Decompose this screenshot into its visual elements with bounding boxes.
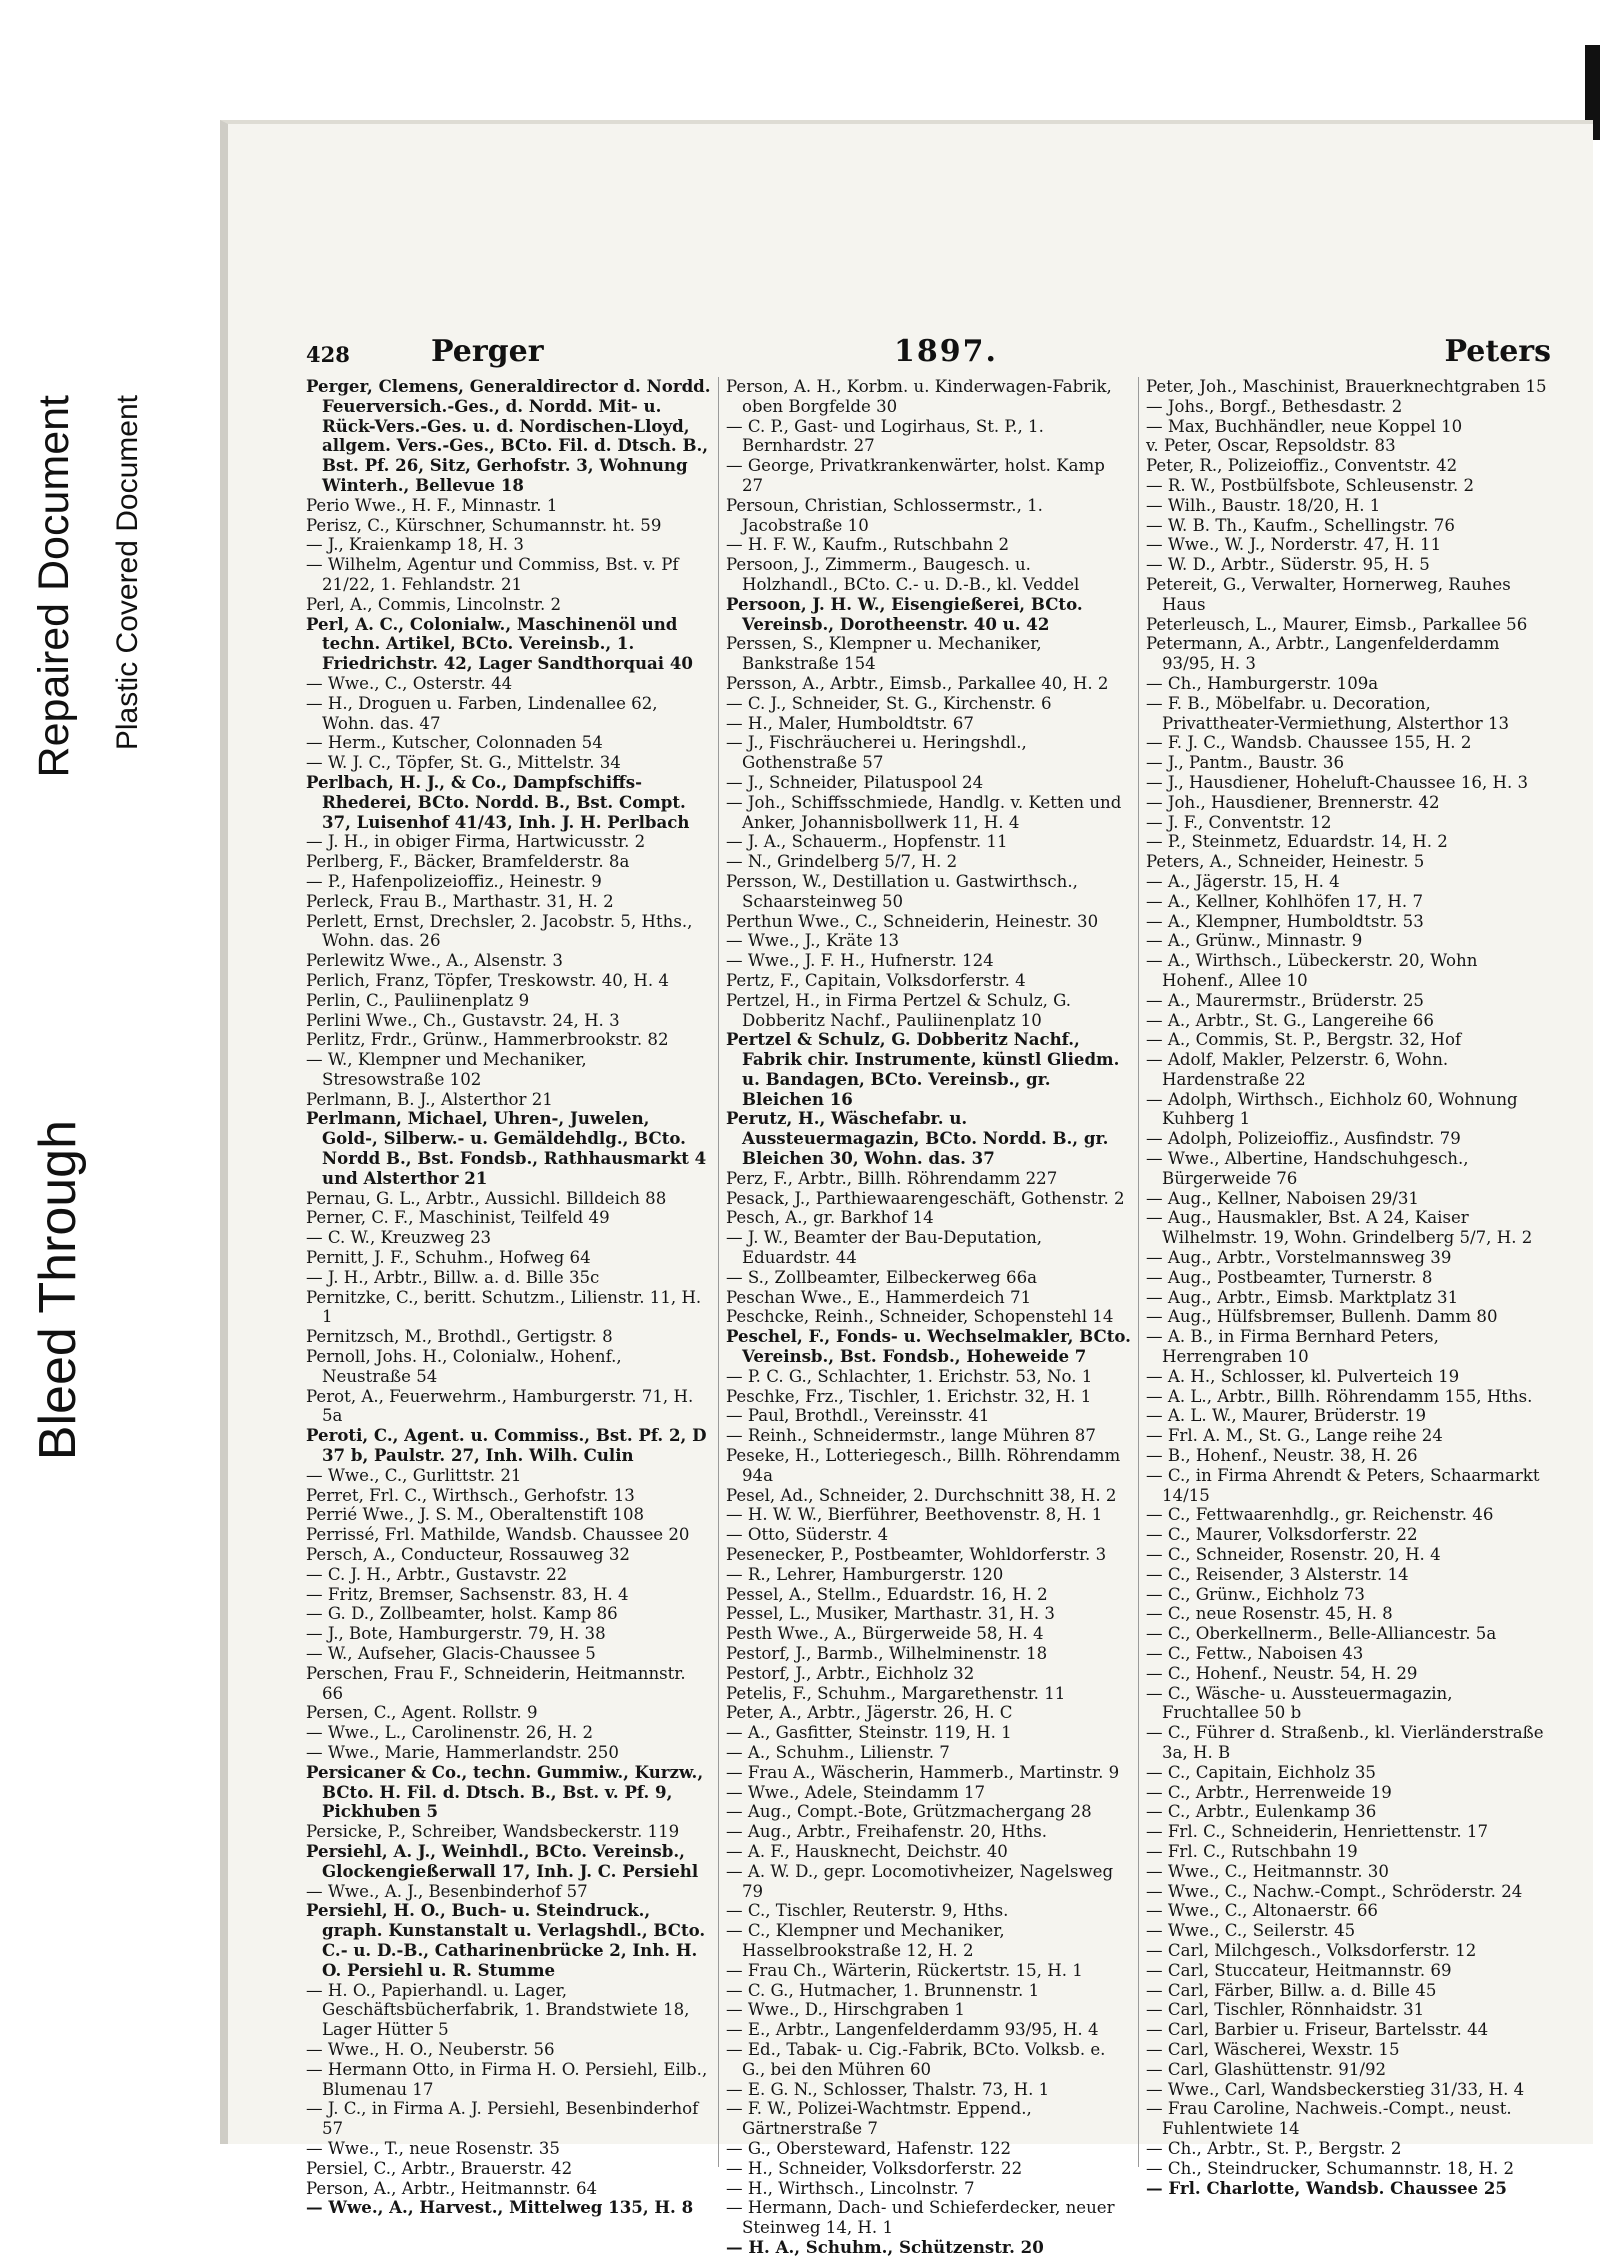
directory-entry: — C., Wäsche- u. Aussteuermagazin, Fruchtallee 50 b bbox=[1146, 1683, 1453, 1723]
column-divider bbox=[1138, 377, 1139, 2167]
directory-entry: — H., Maler, Humboldtstr. 67 bbox=[726, 713, 974, 733]
directory-entry: Perret, Frl. C., Wirthsch., Gerhofstr. 13 bbox=[306, 1485, 635, 1505]
directory-entry: — A., Klempner, Humboldtstr. 53 bbox=[1146, 911, 1424, 931]
directory-entry: Perlmann, B. J., Alsterthor 21 bbox=[306, 1089, 553, 1109]
directory-entry: — Carl, Färber, Billw. a. d. Bille 45 bbox=[1146, 1980, 1437, 2000]
directory-entry: — N., Grindelberg 5/7, H. 2 bbox=[726, 852, 958, 872]
directory-entry: — Wwe., W. J., Norderstr. 47, H. 11 bbox=[1146, 535, 1442, 555]
directory-entry: Perlmann, Michael, Uhren-, Juwelen, Gold-, Silberw.- u. Gemäldehdlg., BCto. Nordd B., Bst. Fondsb., Rathhausmarkt 4 und Alsterthor 21 bbox=[306, 1108, 707, 1188]
directory-entry: v. Peter, Oscar, Repsoldstr. 83 bbox=[1146, 436, 1396, 456]
directory-entry: Perger, Clemens, Generaldirector d. Nordd. Feuerversich.-Ges., d. Nordd. Mit- u. Rück-Vers.-Ges. u. d. Nordischen-Lloyd, allgem. Vers.-Ges., BCto. Fil. d. Dtsch. B., Bst. Pf. 26, Sitz, Gerhofstr. 3, Wohnung Winterh., Bellevue 18 bbox=[306, 376, 711, 495]
directory-entry: — Wwe., C., Altonaerstr. 66 bbox=[1146, 1901, 1378, 1921]
directory-entry: — George, Privatkrankenwärter, holst. Kamp 27 bbox=[726, 456, 1105, 495]
directory-entry: — Carl, Stuccateur, Heitmannstr. 69 bbox=[1146, 1960, 1452, 1980]
directory-entry: — Wwe., C., Heitmannstr. 30 bbox=[1146, 1861, 1389, 1881]
directory-entry: — Wwe., A., Harvest., Mittelweg 135, H. 8 bbox=[306, 2197, 694, 2218]
column-3 bbox=[1146, 377, 1551, 2198]
directory-entry: — J., Hausdiener, Hoheluft-Chaussee 16, H. 3 bbox=[1146, 772, 1529, 792]
directory-entry: Pertz, F., Capitain, Volksdorferstr. 4 bbox=[726, 970, 1026, 990]
directory-entry: Perner, C. F., Maschinist, Teilfeld 49 bbox=[306, 1208, 610, 1228]
directory-entry: — C., neue Rosenstr. 45, H. 8 bbox=[1146, 1604, 1393, 1624]
directory-entry: — H., Wirthsch., Lincolnstr. 7 bbox=[726, 2178, 975, 2198]
directory-entry: — J., Bote, Hamburgerstr. 79, H. 38 bbox=[306, 1624, 606, 1644]
directory-entry: Pesack, J., Parthiewaarengeschäft, Gothenstr. 2 bbox=[726, 1188, 1125, 1208]
directory-entry: — C., Hohenf., Neustr. 54, H. 29 bbox=[1146, 1663, 1418, 1683]
directory-entry: — Wwe., C., Seilerstr. 45 bbox=[1146, 1921, 1356, 1941]
year-heading: 1897. bbox=[894, 334, 998, 369]
directory-entry: Pesel, Ad., Schneider, 2. Durchschnitt 38, H. 2 bbox=[726, 1485, 1117, 1505]
directory-entry: — Frl. Charlotte, Wandsb. Chaussee 25 bbox=[1146, 2177, 1507, 2198]
directory-entry: — Wwe., Adele, Steindamm 17 bbox=[726, 1782, 986, 1802]
directory-entry: — Ch., Hamburgerstr. 109a bbox=[1146, 673, 1379, 693]
directory-entry: — Herm., Kutscher, Colonnaden 54 bbox=[306, 733, 603, 753]
directory-entry: — A., Gasfitter, Steinstr. 119, H. 1 bbox=[726, 1723, 1012, 1743]
directory-entry: Pernau, G. L., Arbtr., Aussichl. Billdeich 88 bbox=[306, 1188, 667, 1208]
directory-entry: Perot, A., Feuerwehrm., Hamburgerstr. 71, H. 5a bbox=[306, 1386, 694, 1426]
directory-entry: Perlewitz Wwe., A., Alsenstr. 3 bbox=[306, 951, 563, 971]
directory-entry: Perlitz, Frdr., Grünw., Hammerbrookstr. 82 bbox=[306, 1030, 669, 1050]
directory-entry: — Frl. C., Schneiderin, Henriettenstr. 17 bbox=[1146, 1822, 1489, 1842]
directory-entry: — Wwe., Carl, Wandsbeckerstieg 31/33, H. 4 bbox=[1146, 2079, 1525, 2099]
directory-entry: — C., Oberkellnerm., Belle-Alliancestr. 5a bbox=[1146, 1624, 1497, 1644]
directory-entry: Peter, Joh., Maschinist, Brauerknechtgraben 15 bbox=[1146, 377, 1547, 396]
directory-entry: Perlett, Ernst, Drechsler, 2. Jacobstr. 5, Hths., Wohn. das. 26 bbox=[306, 911, 693, 951]
directory-entry: — Wwe., Albertine, Handschuhgesch., Bürgerweide 76 bbox=[1146, 1149, 1469, 1188]
directory-entry: — E. G. N., Schlosser, Thalstr. 73, H. 1 bbox=[726, 2079, 1050, 2099]
directory-entry: — Frl. A. M., St. G., Lange reihe 24 bbox=[1146, 1426, 1443, 1446]
directory-entry: — A., Schuhm., Lilienstr. 7 bbox=[726, 1742, 950, 1762]
directory-entry: Pertzel & Schulz, G. Dobberitz Nachf., Fabrik chir. Instrumente, künstl Gliedm. u. Bandagen, BCto. Vereinsb., gr. Bleichen 16 bbox=[726, 1029, 1120, 1109]
directory-entry: — C., Schneider, Rosenstr. 20, H. 4 bbox=[1146, 1545, 1441, 1565]
directory-entry: — C. J., Schneider, St. G., Kirchenstr. 6 bbox=[726, 693, 1052, 713]
directory-entry: — C., Grünw., Eichholz 73 bbox=[1146, 1584, 1365, 1604]
directory-entry: Persoon, J. H. W., Eisengießerei, BCto. Vereinsb., Dorotheenstr. 40 u. 42 bbox=[726, 593, 1083, 634]
directory-entry: — A., Jägerstr. 15, H. 4 bbox=[1146, 871, 1340, 891]
directory-entry: — R. W., Postbülfsbote, Schleusenstr. 2 bbox=[1146, 475, 1475, 495]
directory-entry: — J. W., Beamter der Bau-Deputation, Eduardstr. 44 bbox=[726, 1228, 1043, 1268]
directory-entry: — Johs., Borgf., Bethesdastr. 2 bbox=[1146, 396, 1403, 416]
directory-entry: — Ed., Tabak- u. Cig.-Fabrik, BCto. Volksb. e. G., bei den Mühren 60 bbox=[726, 2039, 1106, 2079]
directory-entry: Persoun, Christian, Schlossermstr., 1. Jacobstraße 10 bbox=[726, 495, 1043, 535]
directory-entry: — H., Schneider, Volksdorferstr. 22 bbox=[726, 2158, 1023, 2178]
directory-entry: — C., Arbtr., Eulenkamp 36 bbox=[1146, 1802, 1377, 1822]
directory-entry: — W., Klempner und Mechaniker, Stresowstraße 102 bbox=[306, 1050, 587, 1089]
directory-entry: — Frau A., Wäscherin, Hammerb., Martinstr. 9 bbox=[726, 1762, 1120, 1782]
directory-entry: — Wwe., H. O., Neuberstr. 56 bbox=[306, 2039, 555, 2059]
directory-page bbox=[220, 120, 1593, 2257]
directory-entry: — P. C. G., Schlachter, 1. Erichstr. 53, No. 1 bbox=[726, 1366, 1093, 1386]
directory-entry: — C., Fettw., Naboisen 43 bbox=[1146, 1644, 1364, 1663]
directory-entry: — Wwe., C., Gurlittstr. 21 bbox=[306, 1465, 522, 1485]
directory-entry: — Paul, Brothdl., Vereinsstr. 41 bbox=[726, 1406, 990, 1426]
directory-entry: — C., Fettwaarenhdlg., gr. Reichenstr. 46 bbox=[1146, 1505, 1494, 1525]
directory-entry: Persicaner & Co., techn. Gummiw., Kurzw., BCto. H. Fil. d. Dtsch. B., Bst. v. Pf. 9, Pickhuben 5 bbox=[306, 1761, 704, 1822]
directory-entry: Perio Wwe., H. F., Minnastr. 1 bbox=[306, 495, 558, 515]
label-plastic-covered-document: Plastic Covered Document bbox=[111, 395, 144, 751]
directory-entry: — Wilh., Baustr. 18/20, H. 1 bbox=[1146, 495, 1381, 515]
directory-entry: Pestorf, J., Barmb., Wilhelminenstr. 18 bbox=[726, 1644, 1048, 1663]
directory-entry: — Adolf, Makler, Pelzerstr. 6, Wohn. Hardenstraße 22 bbox=[1146, 1050, 1449, 1089]
directory-entry: — J. H., in obiger Firma, Hartwicusstr. 2 bbox=[306, 832, 646, 852]
directory-entry: — Adolph, Wirthsch., Eichholz 60, Wohnung Kuhberg 1 bbox=[1146, 1089, 1518, 1129]
directory-entry: — Wwe., J., Kräte 13 bbox=[726, 931, 900, 951]
directory-entry: — J., Kraienkamp 18, H. 3 bbox=[306, 535, 524, 555]
directory-entry: Peterleusch, L., Maurer, Eimsb., Parkallee 56 bbox=[1146, 614, 1528, 634]
directory-entry: — Frl. C., Rutschbahn 19 bbox=[1146, 1841, 1358, 1861]
directory-entry: — C., Arbtr., Herrenweide 19 bbox=[1146, 1782, 1392, 1802]
running-head bbox=[306, 334, 1551, 374]
label-repaired-document: Repaired Document bbox=[30, 395, 78, 778]
directory-entry: — Carl, Wäscherei, Wexstr. 15 bbox=[1146, 2039, 1400, 2059]
directory-entry: — Aug., Arbtr., Vorstelmannsweg 39 bbox=[1146, 1248, 1452, 1268]
directory-entry: — W. J. C., Töpfer, St. G., Mittelstr. 34 bbox=[306, 753, 621, 773]
directory-entry: Pesenecker, P., Postbeamter, Wohldorferstr. 3 bbox=[726, 1545, 1107, 1565]
directory-entry: — Wwe., Marie, Hammerlandstr. 250 bbox=[306, 1742, 619, 1762]
directory-entry: — A. H., Schlosser, kl. Pulverteich 19 bbox=[1146, 1366, 1460, 1386]
directory-entry: — H. A., Schuhm., Schützenstr. 20 bbox=[726, 2236, 1044, 2257]
directory-entry: — Wwe., D., Hirschgraben 1 bbox=[726, 2000, 965, 2020]
directory-entry: — Wwe., L., Carolinenstr. 26, H. 2 bbox=[306, 1723, 594, 1743]
directory-entry: Perl, A., Commis, Lincolnstr. 2 bbox=[306, 594, 562, 614]
directory-entry: Perlberg, F., Bäcker, Bramfelderstr. 8a bbox=[306, 852, 630, 872]
directory-entry: Peseke, H., Lotteriegesch., Billh. Röhrendamm 94a bbox=[726, 1446, 1121, 1485]
directory-entry: — E., Arbtr., Langenfelderdamm 93/95, H. 4 bbox=[726, 2020, 1099, 2040]
directory-entry: Persiehl, A. J., Weinhdl., BCto. Vereinsb., Glockengießerwall 17, Inh. J. C. Persiehl bbox=[306, 1840, 699, 1881]
directory-entry: Persen, C., Agent. Rollstr. 9 bbox=[306, 1703, 538, 1723]
directory-entry: — W., Aufseher, Glacis-Chaussee 5 bbox=[306, 1644, 596, 1663]
directory-entry: — F. J. C., Wandsb. Chaussee 155, H. 2 bbox=[1146, 733, 1472, 753]
directory-entry: — C., Führer d. Straßenb., kl. Vierländerstraße 3a, H. B bbox=[1146, 1723, 1544, 1762]
directory-entry: — C., in Firma Ahrendt & Peters, Schaarmarkt 14/15 bbox=[1146, 1465, 1540, 1505]
directory-entry: — Aug., Arbtr., Freihafenstr. 20, Hths. bbox=[726, 1822, 1048, 1842]
directory-entry: — C., Klempner und Mechaniker, Hasselbrookstraße 12, H. 2 bbox=[726, 1921, 1005, 1960]
directory-entry: Pessel, L., Musiker, Marthastr. 31, H. 3 bbox=[726, 1604, 1055, 1624]
directory-entry: — J. A., Schauerm., Hopfenstr. 11 bbox=[726, 832, 1008, 852]
directory-entry: Person, A., Arbtr., Heitmannstr. 64 bbox=[306, 2178, 598, 2198]
directory-entry: Perrié Wwe., J. S. M., Oberaltenstift 108 bbox=[306, 1505, 645, 1525]
directory-entry: — R., Lehrer, Hamburgerstr. 120 bbox=[726, 1564, 1004, 1584]
directory-entry: Persson, A., Arbtr., Eimsb., Parkallee 40, H. 2 bbox=[726, 673, 1109, 693]
directory-entry: Peters, A., Schneider, Heinestr. 5 bbox=[1146, 852, 1425, 872]
directory-entry: Persch, A., Conducteur, Rossauweg 32 bbox=[306, 1545, 630, 1565]
page-number: 428 bbox=[306, 342, 350, 367]
directory-entry: Persiehl, H. O., Buch- u. Steindruck., graph. Kunstanstalt u. Verlagshdl., BCto. C.- u. D.-B., Catharinenbrücke 2, Inh. H. O. Persiehl u. R. Stumme bbox=[306, 1900, 706, 1980]
directory-entry: — J., Pantm., Baustr. 36 bbox=[1146, 753, 1345, 773]
directory-entry: — Ch., Steindrucker, Schumannstr. 18, H. 2 bbox=[1146, 2158, 1515, 2178]
directory-entry: — P., Hafenpolizeioffiz., Heinestr. 9 bbox=[306, 871, 602, 891]
directory-entry: — J. C., in Firma A. J. Persiehl, Besenbinderhof 57 bbox=[306, 2099, 699, 2139]
directory-entry: — Wilhelm, Agentur und Commiss, Bst. v. Pf 21/22, 1. Fehlandstr. 21 bbox=[306, 555, 679, 594]
directory-entry: — F. B., Möbelfabr. u. Decoration, Privattheater-Vermiethung, Alsterthor 13 bbox=[1146, 693, 1510, 733]
directory-entry: Perssen, S., Klempner u. Mechaniker, Bankstraße 154 bbox=[726, 634, 1042, 674]
directory-entry: — Wwe., T., neue Rosenstr. 35 bbox=[306, 2138, 560, 2158]
directory-entry: — Carl, Glashüttenstr. 91/92 bbox=[1146, 2059, 1387, 2079]
directory-entry: — J., Fischräucherei u. Heringshdl., Gothenstraße 57 bbox=[726, 733, 1027, 773]
directory-entry: — H. O., Papierhandl. u. Lager, Geschäftsbücherfabrik, 1. Brandstwiete 18, Lager Hütter 5 bbox=[306, 1980, 690, 2040]
directory-entry: — Aug., Compt.-Bote, Grützmachergang 28 bbox=[726, 1802, 1092, 1822]
directory-entry: — W. D., Arbtr., Süderstr. 95, H. 5 bbox=[1146, 555, 1430, 575]
directory-entry: Perutz, H., Wäschefabr. u. Aussteuermagazin, BCto. Nordd. B., gr. Bleichen 30, Wohn. das. 37 bbox=[726, 1108, 1109, 1169]
right-guide-word: Peters bbox=[1444, 334, 1551, 369]
directory-entry: — A. L., Arbtr., Billh. Röhrendamm 155, Hths. bbox=[1146, 1386, 1533, 1406]
directory-entry: Persiel, C., Arbtr., Brauerstr. 42 bbox=[306, 2158, 573, 2178]
directory-entry: Pernitt, J. F., Schuhm., Hofweg 64 bbox=[306, 1248, 591, 1268]
directory-entry: — Hermann, Dach- und Schieferdecker, neuer Steinweg 14, H. 1 bbox=[726, 2198, 1115, 2238]
directory-entry: — Wwe., C., Osterstr. 44 bbox=[306, 673, 513, 693]
directory-entry: — Fritz, Bremser, Sachsenstr. 83, H. 4 bbox=[306, 1584, 629, 1604]
directory-entry: Petermann, A., Arbtr., Langenfelderdamm 93/95, H. 3 bbox=[1146, 634, 1500, 674]
directory-entry: — A. B., in Firma Bernhard Peters, Herrengraben 10 bbox=[1146, 1327, 1439, 1367]
directory-entry: — A. F., Hausknecht, Deichstr. 40 bbox=[726, 1841, 1008, 1861]
directory-entry: — A., Commis, St. P., Bergstr. 32, Hof bbox=[1146, 1030, 1462, 1050]
directory-entry: — Joh., Schiffsschmiede, Handlg. v. Ketten und Anker, Johannisbollwerk 11, H. 4 bbox=[726, 792, 1122, 832]
scan-margin bbox=[0, 0, 1600, 45]
directory-entry: Petelis, F., Schuhm., Margarethenstr. 11 bbox=[726, 1683, 1066, 1703]
directory-entry: — B., Hohenf., Neustr. 38, H. 26 bbox=[1146, 1446, 1418, 1466]
directory-entry: Persicke, P., Schreiber, Wandsbeckerstr. 119 bbox=[306, 1822, 680, 1842]
directory-entry: Peschel, F., Fonds- u. Wechselmakler, BCto. Vereinsb., Bst. Fondsb., Hoheweide 7 bbox=[726, 1326, 1131, 1367]
column-1 bbox=[306, 376, 711, 2218]
directory-entry: — A. W. D., gepr. Locomotivheizer, Nagelsweg 79 bbox=[726, 1861, 1114, 1901]
directory-entry: — Carl, Milchgesch., Volksdorferstr. 12 bbox=[1146, 1940, 1477, 1960]
directory-entry: — C., Reisender, 3 Alsterstr. 14 bbox=[1146, 1564, 1409, 1584]
directory-entry: — H., Droguen u. Farben, Lindenallee 62, Wohn. das. 47 bbox=[306, 693, 658, 733]
directory-entry: Perl, A. C., Colonialw., Maschinenöl und techn. Artikel, BCto. Vereinsb., 1. Friedrichstr. 42, Lager Sandthorquai 40 bbox=[306, 613, 693, 674]
directory-entry: — A., Wirthsch., Lübeckerstr. 20, Wohn Hohenf., Allee 10 bbox=[1146, 951, 1478, 990]
directory-entry: Perlin, C., Pauliinenplatz 9 bbox=[306, 990, 530, 1010]
left-guide-word: Perger bbox=[431, 334, 544, 369]
directory-entry: — Aug., Arbtr., Eimsb. Marktplatz 31 bbox=[1146, 1287, 1459, 1307]
directory-entry: — S., Zollbeamter, Eilbeckerweg 66a bbox=[726, 1267, 1038, 1287]
directory-entry: — C. J. H., Arbtr., Gustavstr. 22 bbox=[306, 1564, 568, 1584]
directory-entry: — Carl, Tischler, Rönnhaidstr. 31 bbox=[1146, 2000, 1425, 2020]
directory-entry: Pesch, A., gr. Barkhof 14 bbox=[726, 1208, 934, 1228]
directory-entry: — A., Grünw., Minnastr. 9 bbox=[1146, 931, 1363, 951]
directory-entry: Peroti, C., Agent. u. Commiss., Bst. Pf. 2, D 37 b, Paulstr. 27, Inh. Wilh. Culin bbox=[306, 1425, 707, 1466]
directory-entry: Perthun Wwe., C., Schneiderin, Heinestr. 30 bbox=[726, 911, 1099, 931]
directory-entry: Persoon, J., Zimmerm., Baugesch. u. Holzhandl., BCto. C.- u. D.-B., kl. Veddel bbox=[726, 555, 1080, 594]
directory-entry: Perrissé, Frl. Mathilde, Wandsb. Chaussee 20 bbox=[306, 1525, 690, 1545]
directory-entry: — Frau Caroline, Nachweis.-Compt., neust. Fuhlentwiete 14 bbox=[1146, 2099, 1512, 2139]
directory-entry: Peschan Wwe., E., Hammerdeich 71 bbox=[726, 1287, 1032, 1307]
directory-entry: — A. L. W., Maurer, Brüderstr. 19 bbox=[1146, 1406, 1427, 1426]
directory-entry: — Adolph, Polizeioffiz., Ausfindstr. 79 bbox=[1146, 1129, 1461, 1149]
directory-entry: — H. F. W., Kaufm., Rutschbahn 2 bbox=[726, 535, 1010, 555]
directory-entry: — C. P., Gast- und Logirhaus, St. P., 1. Bernhardstr. 27 bbox=[726, 416, 1044, 456]
directory-entry: Perz, F., Arbtr., Billh. Röhrendamm 227 bbox=[726, 1168, 1058, 1188]
directory-entry: — G., Obersteward, Hafenstr. 122 bbox=[726, 2138, 1012, 2158]
directory-entry: — A., Maurermstr., Brüderstr. 25 bbox=[1146, 990, 1424, 1010]
directory-entry: Pessel, A., Stellm., Eduardstr. 16, H. 2 bbox=[726, 1584, 1048, 1604]
directory-entry: — Reinh., Schneidermstr., lange Mühren 87 bbox=[726, 1426, 1096, 1446]
directory-entry: — Ch., Arbtr., St. P., Bergstr. 2 bbox=[1146, 2138, 1402, 2158]
directory-entry: — Aug., Hülfsbremser, Bullenh. Damm 80 bbox=[1146, 1307, 1498, 1327]
directory-entry: — Aug., Kellner, Naboisen 29/31 bbox=[1146, 1188, 1419, 1208]
directory-entry: Perlich, Franz, Töpfer, Treskowstr. 40, H. 4 bbox=[306, 970, 669, 990]
directory-entry: — J. F., Conventstr. 12 bbox=[1146, 812, 1332, 832]
column-2 bbox=[726, 377, 1131, 2257]
directory-entry: Peschcke, Reinh., Schneider, Schopenstehl 14 bbox=[726, 1307, 1114, 1327]
directory-entry: Perisz, C., Kürschner, Schumannstr. ht. 59 bbox=[306, 515, 662, 535]
directory-entry: Pernitzke, C., beritt. Schutzm., Lilienstr. 11, H. 1 bbox=[306, 1287, 702, 1327]
directory-entry: Peter, R., Polizeioffiz., Conventstr. 42 bbox=[1146, 456, 1458, 476]
directory-entry: — Hermann Otto, in Firma H. O. Persiehl, Eilb., Blumenau 17 bbox=[306, 2059, 708, 2099]
directory-entry: Perlini Wwe., Ch., Gustavstr. 24, H. 3 bbox=[306, 1010, 620, 1030]
directory-entry: — C., Tischler, Reuterstr. 9, Hths. bbox=[726, 1901, 1009, 1921]
directory-entry: Peschke, Frz., Tischler, 1. Erichstr. 32, H. 1 bbox=[726, 1386, 1092, 1406]
directory-entry: Persson, W., Destillation u. Gastwirthsch., Schaarsteinweg 50 bbox=[726, 871, 1078, 911]
directory-entry: — C., Capitain, Eichholz 35 bbox=[1146, 1762, 1376, 1782]
directory-entry: — A., Arbtr., St. G., Langereihe 66 bbox=[1146, 1010, 1434, 1030]
directory-entry: — F. W., Polizei-Wachtmstr. Eppend., Gärtnerstraße 7 bbox=[726, 2099, 1032, 2139]
label-bleed-through: Bleed Through bbox=[29, 1120, 87, 1461]
directory-entry: — P., Steinmetz, Eduardstr. 14, H. 2 bbox=[1146, 832, 1448, 852]
directory-entry: — J. H., Arbtr., Billw. a. d. Bille 35c bbox=[306, 1267, 600, 1287]
directory-entry: — J., Schneider, Pilatuspool 24 bbox=[726, 772, 984, 792]
directory-entry: Pertzel, H., in Firma Pertzel & Schulz, G. Dobberitz Nachf., Pauliinenplatz 10 bbox=[726, 990, 1072, 1030]
directory-entry: — H. W. W., Bierführer, Beethovenstr. 8, H. 1 bbox=[726, 1505, 1103, 1525]
directory-entry: — Joh., Hausdiener, Brennerstr. 42 bbox=[1146, 792, 1440, 812]
directory-entry: Pestorf, J., Arbtr., Eichholz 32 bbox=[726, 1663, 975, 1683]
directory-entry: — G. D., Zollbeamter, holst. Kamp 86 bbox=[306, 1604, 618, 1624]
directory-entry: Perleck, Frau B., Marthastr. 31, H. 2 bbox=[306, 891, 614, 911]
directory-entry: — Aug., Postbeamter, Turnerstr. 8 bbox=[1146, 1267, 1433, 1287]
entry-columns bbox=[306, 376, 1551, 2257]
directory-entry: — Carl, Barbier u. Friseur, Bartelsstr. 44 bbox=[1146, 2020, 1489, 2040]
directory-entry: — A., Kellner, Kohlhöfen 17, H. 7 bbox=[1146, 891, 1424, 911]
directory-entry: — Wwe., C., Nachw.-Compt., Schröderstr. 24 bbox=[1146, 1881, 1523, 1901]
directory-entry: — Otto, Süderstr. 4 bbox=[726, 1525, 889, 1545]
directory-entry: Person, A. H., Korbm. u. Kinderwagen-Fabrik, oben Borgfelde 30 bbox=[726, 377, 1112, 416]
directory-entry: — Frau Ch., Wärterin, Rückertstr. 15, H. 1 bbox=[726, 1960, 1083, 1980]
directory-entry: Pernitzsch, M., Brothdl., Gertigstr. 8 bbox=[306, 1327, 613, 1347]
directory-entry: — Wwe., J. F. H., Hufnerstr. 124 bbox=[726, 951, 994, 971]
directory-entry: — Wwe., A. J., Besenbinderhof 57 bbox=[306, 1881, 588, 1901]
directory-entry: Pernoll, Johs. H., Colonialw., Hohenf., Neustraße 54 bbox=[306, 1347, 622, 1386]
directory-entry: Perlbach, H. J., & Co., Dampfschiffs-Rhederei, BCto. Nordd. B., Bst. Compt. 37, Luisenhof 41/43, Inh. J. H. Perlbach bbox=[306, 771, 690, 832]
directory-entry: — Aug., Hausmakler, Bst. A 24, Kaiser Wilhelmstr. 19, Wohn. Grindelberg 5/7, H. 2 bbox=[1146, 1208, 1533, 1248]
column-divider bbox=[718, 377, 719, 2167]
directory-entry: Petereit, G., Verwalter, Hornerweg, Rauhes Haus bbox=[1146, 574, 1511, 614]
directory-entry: — W. B. Th., Kaufm., Schellingstr. 76 bbox=[1146, 515, 1455, 535]
directory-entry: Pesth Wwe., A., Bürgerweide 58, H. 4 bbox=[726, 1624, 1044, 1644]
directory-entry: Peter, A., Arbtr., Jägerstr. 26, H. C bbox=[726, 1703, 1013, 1723]
directory-entry: — Max, Buchhändler, neue Koppel 10 bbox=[1146, 416, 1463, 436]
page-content bbox=[306, 219, 1551, 2257]
directory-entry: — C. W., Kreuzweg 23 bbox=[306, 1228, 492, 1248]
directory-entry: Perschen, Frau F., Schneiderin, Heitmannstr. 66 bbox=[306, 1663, 686, 1703]
directory-entry: — C., Maurer, Volksdorferstr. 22 bbox=[1146, 1525, 1418, 1545]
directory-entry: — C. G., Hutmacher, 1. Brunnenstr. 1 bbox=[726, 1980, 1040, 2000]
